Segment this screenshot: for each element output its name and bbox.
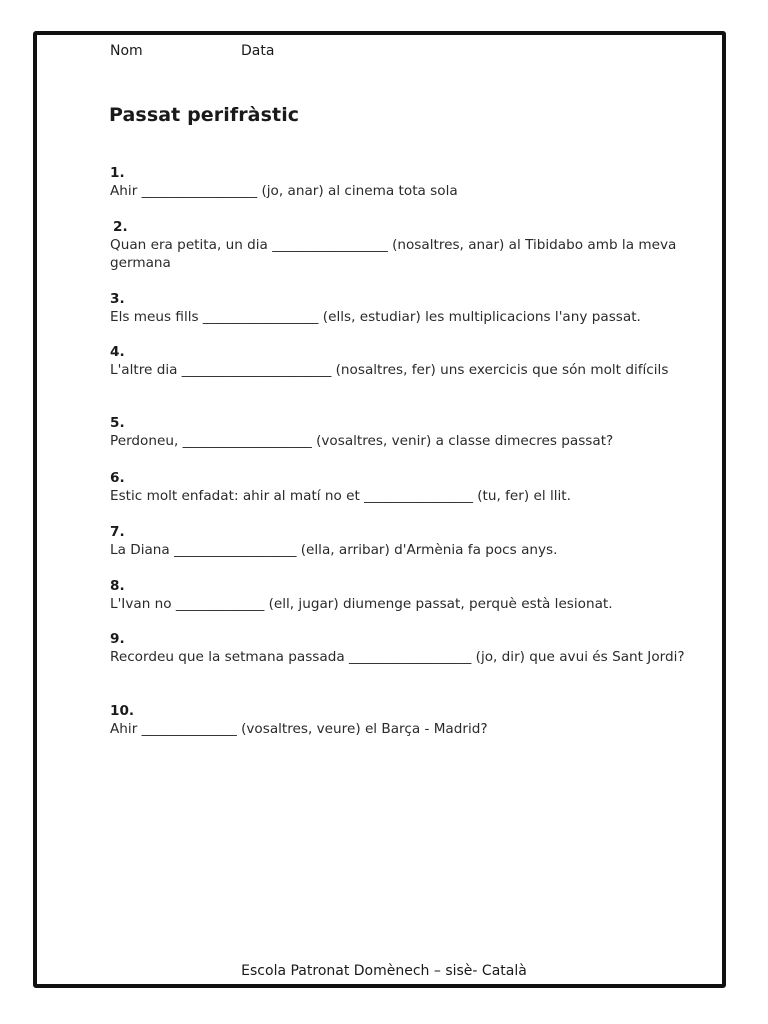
exercise-number: 8.	[110, 578, 125, 594]
exercise-item	[110, 702, 690, 738]
exercise-item	[110, 343, 690, 379]
exercise-number: 10.	[110, 703, 135, 719]
exercise-number: 7.	[110, 524, 125, 540]
name-label: Nom	[110, 43, 143, 59]
exercise-item	[110, 164, 690, 200]
exercise-sentence: L'altre dia ______________________ (nosaltres, fer) uns exercicis que són molt difícils	[110, 362, 669, 378]
exercise-item	[110, 577, 690, 613]
worksheet-title: Passat perifràstic	[109, 104, 300, 126]
exercise-item	[110, 523, 690, 559]
exercise-item	[110, 414, 690, 450]
exercise-item	[110, 469, 690, 505]
exercise-sentence: Recordeu que la setmana passada __________________ (jo, dir) que avui és Sant Jordi?	[110, 649, 685, 665]
exercise-number: 9.	[110, 631, 125, 647]
exercise-number: 1.	[110, 165, 125, 181]
exercise-number: 5.	[110, 415, 125, 431]
exercise-sentence: Els meus fills _________________ (ells, estudiar) les multiplicacions l'any passat.	[110, 309, 641, 325]
exercise-sentence: Ahir _________________ (jo, anar) al cinema tota sola	[110, 183, 458, 199]
header	[110, 43, 274, 59]
exercise-sentence: L'Ivan no _____________ (ell, jugar) diumenge passat, perquè està lesionat.	[110, 596, 613, 612]
exercise-number: 4.	[110, 344, 125, 360]
exercise-number: 6.	[110, 470, 125, 486]
exercise-item	[110, 218, 693, 272]
exercise-number: 2.	[113, 219, 128, 235]
exercise-number: 3.	[110, 291, 125, 307]
exercise-sentence: La Diana __________________ (ella, arribar) d'Armènia fa pocs anys.	[110, 542, 558, 558]
footer: Escola Patronat Domènech – sisè- Català	[241, 963, 527, 979]
exercise-sentence: Estic molt enfadat: ahir al matí no et ________________ (tu, fer) el llit.	[110, 488, 571, 504]
exercise-item	[110, 630, 690, 666]
exercise-sentence: Ahir ______________ (vosaltres, veure) el Barça - Madrid?	[110, 721, 488, 737]
exercise-sentence: Quan era petita, un dia _________________ (nosaltres, anar) al Tibidabo amb la meva germana	[110, 237, 677, 271]
exercise-item	[110, 290, 690, 326]
exercise-sentence: Perdoneu, ___________________ (vosaltres, venir) a classe dimecres passat?	[110, 433, 614, 449]
date-label: Data	[241, 43, 275, 59]
